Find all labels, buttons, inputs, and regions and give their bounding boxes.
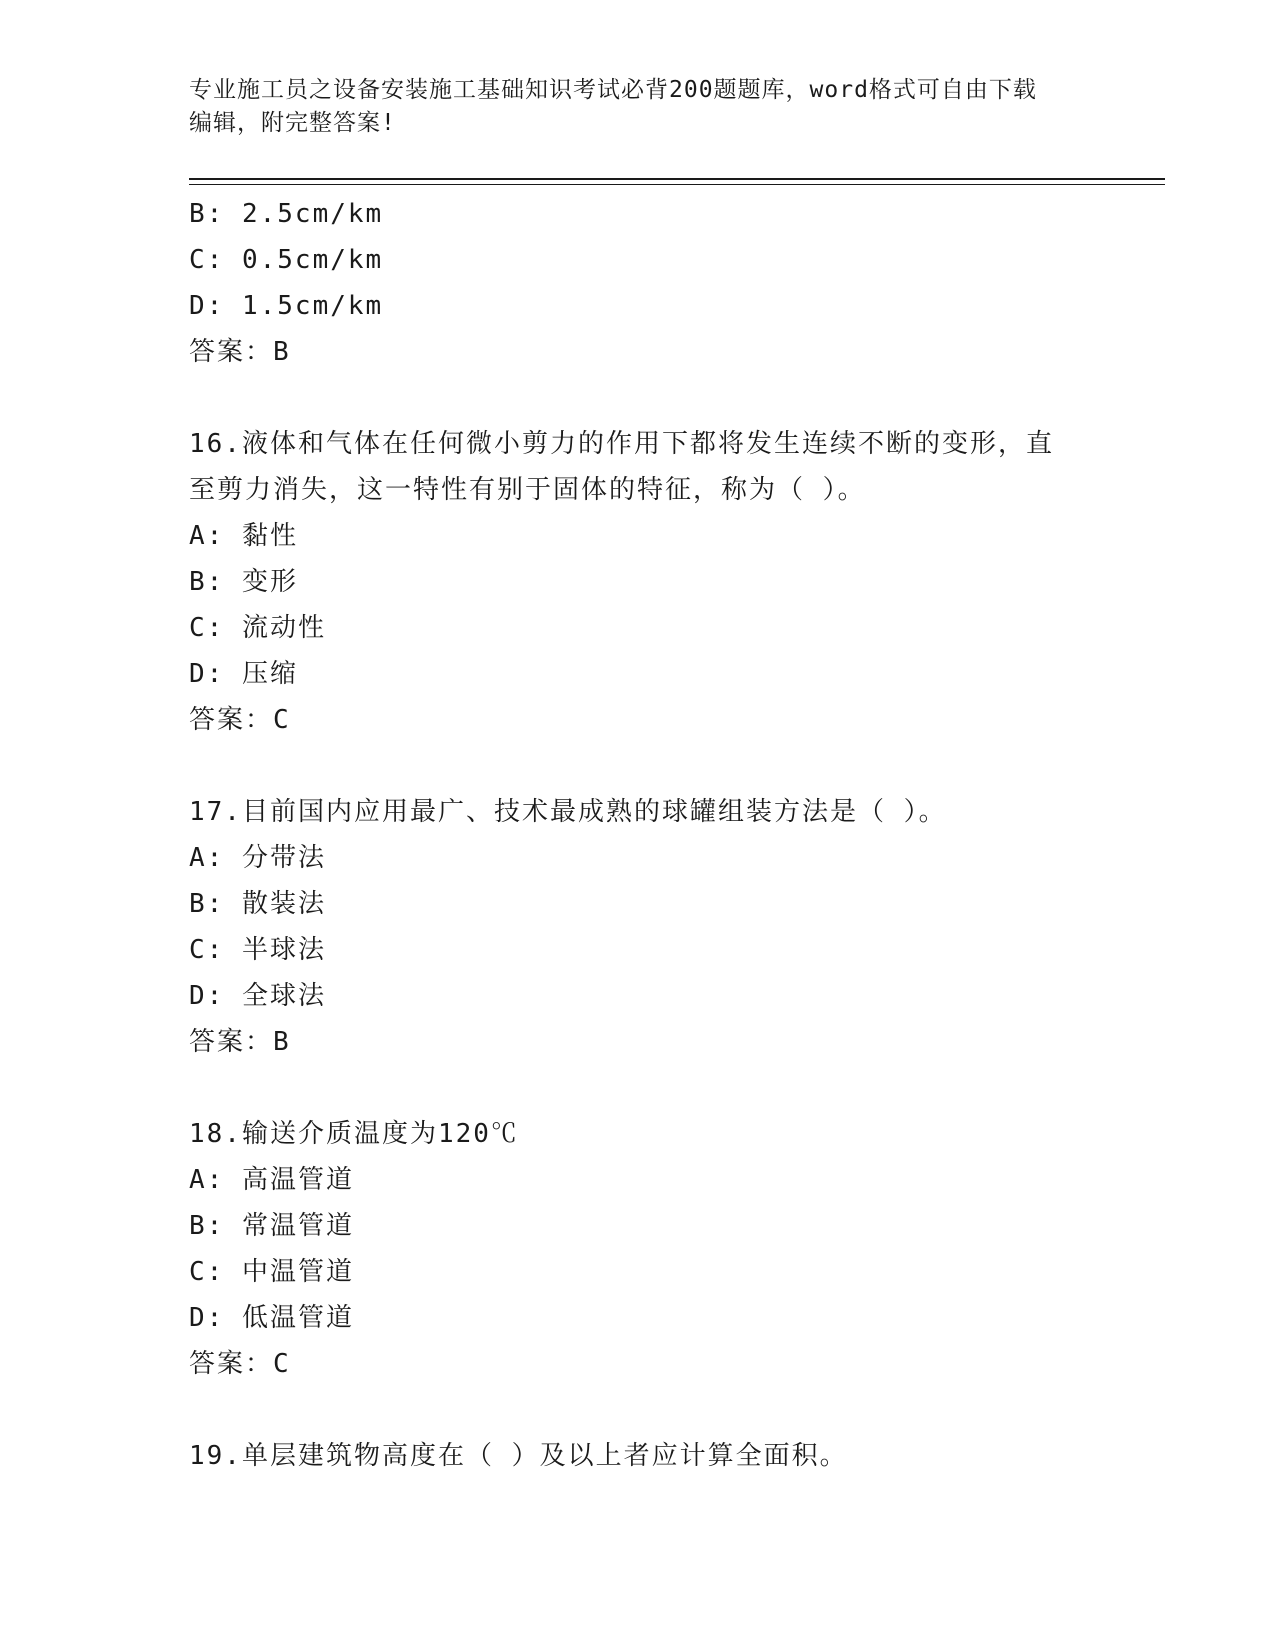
question-19 bbox=[189, 1433, 1089, 1479]
answer-line: 答案：B bbox=[189, 337, 291, 367]
question-text: 17.目前国内应用最广、技术最成熟的球罐组装方法是（ ）。 bbox=[189, 797, 947, 827]
header-rule-thick bbox=[189, 178, 1165, 180]
option-d: D: 全球法 bbox=[189, 981, 326, 1011]
option-d: D: 1.5cm/km bbox=[189, 291, 384, 321]
question-text: 18.输送介质温度为120℃ bbox=[189, 1119, 519, 1149]
option-c: C: 半球法 bbox=[189, 935, 326, 965]
document-body bbox=[189, 191, 1089, 1479]
document-header bbox=[189, 74, 1089, 140]
answer-line: 答案：C bbox=[189, 705, 291, 735]
header-line-1: 专业施工员之设备安装施工基础知识考试必背200题题库，word格式可自由下载 bbox=[189, 77, 1037, 103]
option-a: A: 高温管道 bbox=[189, 1165, 354, 1195]
option-c: C: 0.5cm/km bbox=[189, 245, 384, 275]
answer-line: 答案：B bbox=[189, 1027, 291, 1057]
spacer bbox=[189, 743, 1089, 789]
option-b: B: 散装法 bbox=[189, 889, 326, 919]
question-text-continued: 至剪力消失，这一特性有别于固体的特征，称为（ ）。 bbox=[189, 475, 866, 505]
option-a: A: 黏性 bbox=[189, 521, 298, 551]
header-rule-thin bbox=[189, 184, 1165, 185]
question-16 bbox=[189, 421, 1089, 743]
question-text: 16.液体和气体在任何微小剪力的作用下都将发生连续不断的变形，直 bbox=[189, 429, 1054, 459]
option-b: B: 变形 bbox=[189, 567, 298, 597]
option-a: A: 分带法 bbox=[189, 843, 326, 873]
question-15-continued bbox=[189, 191, 1089, 375]
spacer bbox=[189, 375, 1089, 421]
option-b: B: 常温管道 bbox=[189, 1211, 354, 1241]
question-17 bbox=[189, 789, 1089, 1065]
option-c: C: 中温管道 bbox=[189, 1257, 354, 1287]
question-text: 19.单层建筑物高度在（ ）及以上者应计算全面积。 bbox=[189, 1441, 848, 1471]
spacer bbox=[189, 1065, 1089, 1111]
spacer bbox=[189, 1387, 1089, 1433]
option-b: B: 2.5cm/km bbox=[189, 199, 384, 229]
option-d: D: 压缩 bbox=[189, 659, 298, 689]
answer-line: 答案：C bbox=[189, 1349, 291, 1379]
option-c: C: 流动性 bbox=[189, 613, 326, 643]
option-d: D: 低温管道 bbox=[189, 1303, 354, 1333]
header-line-2: 编辑，附完整答案! bbox=[189, 110, 396, 136]
question-18 bbox=[189, 1111, 1089, 1387]
